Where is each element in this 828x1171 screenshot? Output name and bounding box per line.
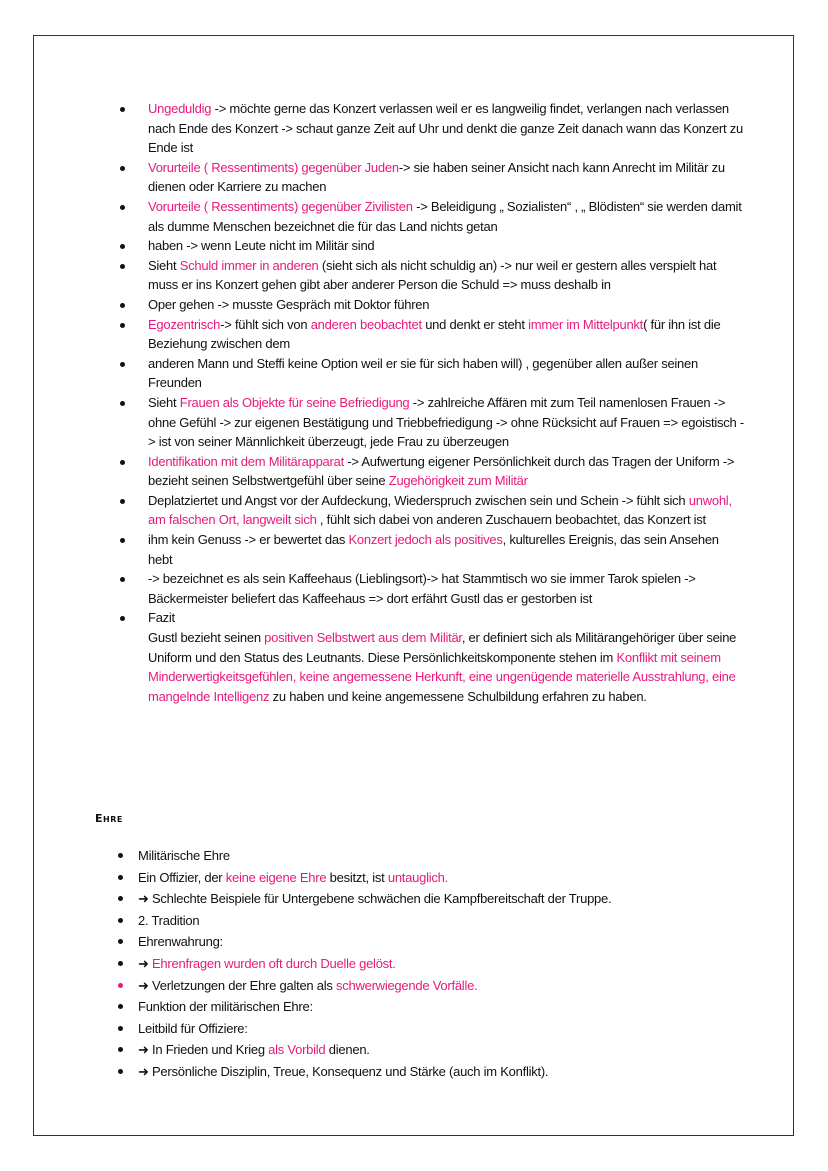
list-item <box>118 975 758 997</box>
body-text: , fühlt sich dabei von anderen Zuschauern beobachtet, das Konzert ist <box>316 512 706 528</box>
body-text: dienen. <box>325 1042 370 1058</box>
body-text: -> fühlt sich von <box>220 316 311 332</box>
list-item <box>120 491 745 530</box>
highlighted-text: keine eigene Ehre <box>225 869 327 885</box>
body-text: , er definiert sich als Militärangehöriger über seine Uniform und den Status des Leutnants. Diese Persönlichkeitskomponente stehen im <box>148 630 737 665</box>
body-text: -> Beleidigung „ Sozialisten“ , „ Blödisten“ sie werden damit als dumme Menschen bezeichnet die für das Land nichts getan <box>148 198 742 234</box>
highlighted-text: Vorurteile ( Ressentiments) gegenüber Juden <box>148 159 399 175</box>
list-item <box>118 953 758 975</box>
list-item <box>120 315 745 354</box>
character-traits-list <box>120 99 745 706</box>
list-item <box>120 256 745 295</box>
body-text: Oper gehen -> musste Gespräch mit Doktor führen <box>148 296 430 312</box>
highlighted-text: Zugehörigkeit zum Militär <box>388 473 528 489</box>
body-text: -> zahlreiche Affären mit zum Teil namenlosen Frauen -> ohne Gefühl -> zur eigenen Bestätigung und Triebbefriedigung -> ohne Rücksicht auf Frauen => egoistisch -> ist von seiner Männlichkeit überzeugt, jede Frau zu überzeugen <box>148 394 744 450</box>
list-item <box>118 1061 758 1083</box>
body-text: haben -> wenn Leute nicht im Militär sind <box>148 238 375 254</box>
body-text: Ein Offizier, der <box>138 869 226 885</box>
highlighted-text: Vorurteile ( Ressentiments) gegenüber Zivilisten <box>148 198 413 214</box>
list-item <box>120 354 745 393</box>
body-text: -> bezeichnet es als sein Kaffeehaus (Lieblingsort)-> hat Stammtisch wo sie immer Tarok spielen -> Bäckermeister beliefert das Kaffeehaus => dort erfährt Gustl das er gestorben ist <box>148 571 696 606</box>
list-item <box>120 452 745 491</box>
section-heading-ehre: Ehre <box>95 812 123 825</box>
body-text: und denkt er steht <box>421 316 529 332</box>
highlighted-text: Identifikation mit dem Militärapparat <box>148 453 344 469</box>
body-text: Sieht <box>148 257 180 273</box>
highlighted-text: positiven Selbstwert aus dem Militär <box>264 630 462 646</box>
highlighted-text: schwerwiegende Vorfälle. <box>336 977 478 993</box>
list-item <box>118 910 758 932</box>
body-text: Deplatziertet und Angst vor der Aufdeckung, Wiederspruch zwischen sein und Schein -> fühlt sich <box>148 492 689 508</box>
body-text: ( für ihn ist die Beziehung zwischen dem <box>148 316 721 352</box>
body-text: zu haben und keine angemessene Schulbildung erfahren zu haben. <box>269 688 647 704</box>
list-item <box>120 158 745 197</box>
body-text: ➜ Persönliche Disziplin, Treue, Konsequenz und Stärke (auch im Konflikt). <box>138 1063 549 1079</box>
body-text: besitzt, ist <box>326 869 388 885</box>
body-text: 2. Tradition <box>138 912 200 928</box>
list-item <box>120 236 745 256</box>
ehre-list <box>118 845 758 1083</box>
body-text: , kulturelles Ereignis, das sein Ansehen hebt <box>148 532 719 567</box>
body-text: Fazit <box>148 610 175 626</box>
highlighted-text: Konflikt mit seinem Minderwertigkeitsgefühlen, keine angemessene Herkunft, eine ungenügende materielle Ausstrahlung, eine mangelnde Intelligenz <box>148 649 736 704</box>
list-item <box>118 888 758 910</box>
list-item <box>120 295 745 315</box>
list-item <box>120 530 745 569</box>
body-text: Ehrenwahrung: <box>138 934 223 950</box>
body-text: anderen Mann und Steffi keine Option weil er sie für sich haben will) , gegenüber allen außer seinen Freunden <box>148 355 698 391</box>
body-text: ➜ Schlechte Beispiele für Untergebene schwächen die Kampfbereitschaft der Truppe. <box>138 891 612 907</box>
highlighted-text: untauglich. <box>387 869 448 885</box>
body-text: Gustl bezieht seinen <box>148 630 265 646</box>
highlighted-text: als Vorbild <box>268 1042 326 1058</box>
list-item <box>118 1039 758 1061</box>
body-text: -> Aufwertung eigener Persönlichkeit durch das Tragen der Uniform -> bezieht seinen Selbstwertgefühl über seine <box>148 453 735 489</box>
list-item <box>120 99 745 158</box>
highlighted-text: Konzert jedoch als positives <box>348 532 503 548</box>
list-item <box>120 608 745 706</box>
highlighted-text: unwohl, am falschen Ort, langweilt sich <box>148 492 732 528</box>
highlighted-text: Schuld immer in anderen <box>179 257 319 273</box>
highlighted-text: immer im Mittelpunkt <box>528 316 644 332</box>
body-text: ➜ <box>138 955 153 971</box>
highlighted-text: Frauen als Objekte für seine Befriedigung <box>179 394 410 410</box>
highlighted-text: Ungeduldig <box>148 101 212 116</box>
list-item <box>118 931 758 953</box>
list-item <box>120 393 745 452</box>
body-text: Sieht <box>148 394 180 410</box>
list-item <box>118 845 758 867</box>
list-item <box>118 1018 758 1040</box>
body-text: -> möchte gerne das Konzert verlassen weil er es langweilig findet, verlangen nach verlassen nach Ende des Konzert -> schaut ganze Zeit auf Uhr und denkt die ganze Zeit danach wann das Konzert zu Ende ist <box>148 101 743 156</box>
list-item <box>118 996 758 1018</box>
body-text: ihm kein Genuss -> er bewertet das <box>148 532 349 548</box>
body-text: (sieht sich als nicht schuldig an) -> nur weil er gestern alles verspielt hat muss er ins Konzert gehen gibt aber anderer Person die Schuld => muss deshalb in <box>148 257 717 293</box>
body-text: Leitbild für Offiziere: <box>138 1020 248 1036</box>
list-item <box>120 569 745 608</box>
highlighted-text: Ehrenfragen wurden oft durch Duelle gelöst. <box>152 955 396 971</box>
list-item <box>120 197 745 236</box>
body-text: ➜ In Frieden und Krieg <box>138 1042 269 1058</box>
body-text: Militärische Ehre <box>138 848 230 863</box>
body-text: ➜ Verletzungen der Ehre galten als <box>138 977 336 993</box>
highlighted-text: anderen beobachtet <box>310 316 422 332</box>
list-item <box>118 867 758 889</box>
body-text: Funktion der militärischen Ehre: <box>138 999 313 1015</box>
body-text: -> sie haben seiner Ansicht nach kann Anrecht im Militär zu dienen oder Karriere zu machen <box>148 159 725 195</box>
highlighted-text: Egozentrisch <box>148 316 221 332</box>
